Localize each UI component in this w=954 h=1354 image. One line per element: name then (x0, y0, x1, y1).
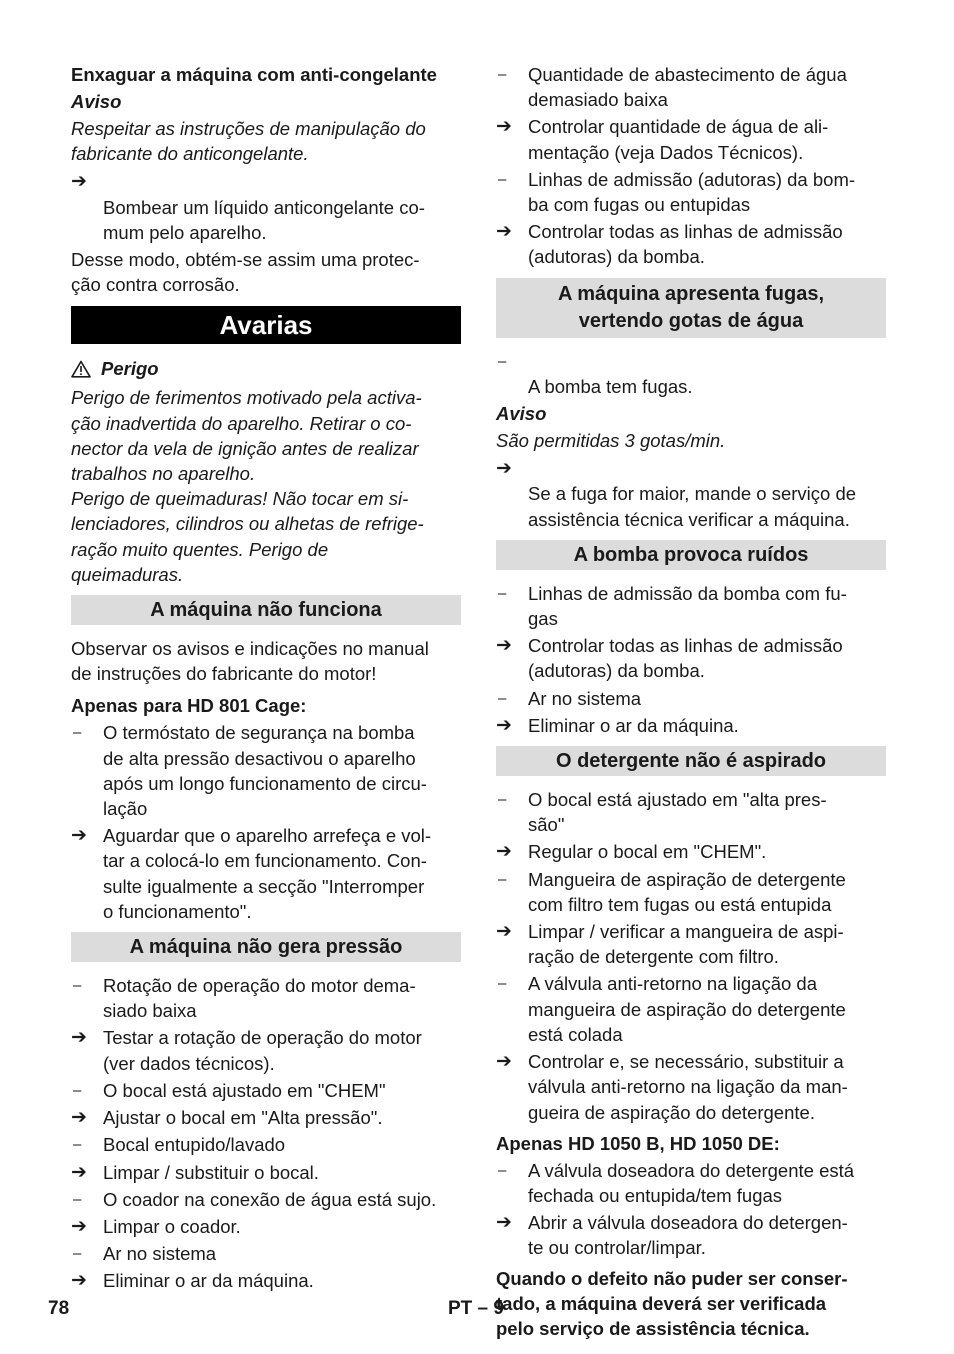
list-item (496, 1210, 886, 1260)
list-item (496, 839, 886, 864)
list-item (496, 62, 886, 112)
arrow-icon: ➔ (71, 825, 87, 847)
list-item (71, 1025, 461, 1075)
list-item-text: Testar a rotação de operação do motor (ver dados técnicos). (103, 1027, 422, 1074)
list-item-text: Rotação de operação do motor dema- siado baixa (103, 975, 416, 1022)
list-item (71, 169, 461, 245)
list-item (71, 720, 461, 821)
dash-marker: – (73, 1190, 82, 1208)
rinse-heading: Enxaguar a máquina com anti-congelante (71, 64, 437, 85)
list-item-text: Controlar todas as linhas de admissão (adutoras) da bomba. (528, 221, 843, 268)
section-title: O detergente não é aspirado (496, 746, 886, 776)
dash-marker: – (73, 1245, 82, 1263)
arrow-icon: ➔ (496, 921, 512, 943)
list-item-text: Limpar / substituir o bocal. (103, 1161, 319, 1183)
section-subheading: Apenas para HD 801 Cage: (71, 695, 307, 717)
list-item-text: Eliminar o ar da máquina. (528, 714, 739, 736)
list-item (496, 114, 886, 164)
list-item-text: Regular o bocal em "CHEM". (528, 841, 767, 863)
arrow-icon: ➔ (71, 171, 87, 193)
perigo-text: Perigo de ferimentos motivado pela activa- ção inadvertida do aparelho. Retirar o co- nector da vela de ignição antes de realizar trabalhos no aparelho. (71, 387, 422, 485)
list-item-text: Quantidade de abastecimento de água demasiado baixa (528, 64, 847, 111)
list-item (496, 713, 886, 738)
dash-marker: – (498, 170, 507, 188)
arrow-icon: ➔ (496, 1212, 512, 1234)
dash-marker: – (73, 724, 82, 742)
list-item-text: Bocal entupido/lavado (103, 1134, 286, 1156)
section-title: A máquina apresenta fugas, vertendo gotas de água (496, 278, 886, 338)
dash-marker: – (498, 791, 507, 809)
section-banner: Avarias (71, 306, 461, 344)
dash-marker: – (73, 977, 82, 995)
list-item (71, 1187, 461, 1212)
right-column (496, 62, 886, 1344)
list-item (496, 167, 886, 217)
left-column (71, 62, 461, 1296)
list-item-text: O coador na conexão de água está sujo. (103, 1188, 437, 1210)
protection-text: Desse modo, obtém-se assim uma protec- ção contra corrosão. (71, 249, 420, 296)
list-item (71, 1241, 461, 1266)
aviso-label: Aviso (71, 91, 122, 112)
dash-marker: – (73, 1136, 82, 1154)
section-title: A bomba provoca ruídos (496, 540, 886, 570)
list-item-text: Se a fuga for maior, mande o serviço de assistência técnica verificar a máquina. (528, 483, 857, 530)
list-item-text: Aguardar que o aparelho arrefeça e vol- tar a colocá-lo em funcionamento. Con- sulte igualmente a secção "Interromper o funcionamento". (103, 825, 432, 922)
dash-marker: – (498, 870, 507, 888)
arrow-icon: ➔ (496, 458, 512, 480)
list-item (496, 633, 886, 683)
aviso-text: Respeitar as instruções de manipulação do fabricante do anticongelante. (71, 118, 426, 165)
arrow-icon: ➔ (496, 1051, 512, 1073)
list-item-text: Controlar quantidade de água de ali- mentação (veja Dados Técnicos). (528, 116, 829, 163)
section-title: A máquina não funciona (71, 595, 461, 625)
list-item-text: Linhas de admissão da bomba com fu- gas (528, 582, 847, 630)
dash-marker: – (498, 975, 507, 993)
list-item (71, 1214, 461, 1239)
list-item (496, 581, 886, 631)
perigo-label: Perigo (101, 358, 159, 380)
dash-marker: – (498, 352, 507, 370)
list-item (496, 971, 886, 1047)
list-item-text: Abrir a válvula doseadora do detergen- te ou controlar/limpar. (528, 1212, 848, 1259)
dash-marker: – (498, 66, 507, 83)
aviso-label: Aviso (496, 403, 547, 425)
list-item (496, 349, 886, 399)
final-note: Quando o defeito não puder ser conser- tado, a máquina deverá ser verificada pelo serviço de assistência técnica. (496, 1267, 848, 1339)
arrow-icon: ➔ (71, 1270, 87, 1292)
list-item (71, 1160, 461, 1185)
arrow-icon: ➔ (496, 714, 512, 736)
list-item (496, 686, 886, 711)
list-item-text: Eliminar o ar da máquina. (103, 1270, 314, 1292)
dash-marker: – (498, 1161, 507, 1179)
list-item-text: Linhas de admissão (adutoras) da bom- ba com fugas ou entupidas (528, 168, 856, 216)
dash-marker: – (73, 1081, 82, 1099)
arrow-icon: ➔ (71, 1027, 87, 1049)
list-item (71, 1105, 461, 1130)
arrow-icon: ➔ (496, 221, 512, 243)
arrow-icon: ➔ (71, 1215, 87, 1237)
list-item-text: Ar no sistema (103, 1243, 217, 1265)
section-list (71, 720, 461, 924)
list-item (71, 1132, 461, 1157)
perigo-text: Perigo de queimaduras! Não tocar em si- lenciadores, cilindros ou alhetas de refrige- ração muito quentes. Perigo de queimaduras. (71, 488, 424, 585)
list-item (496, 1158, 886, 1208)
list-item (496, 867, 886, 917)
section-list (496, 787, 886, 1125)
arrow-icon: ➔ (496, 635, 512, 657)
list-item-text: Mangueira de aspiração de detergente com filtro tem fugas ou está entupida (528, 868, 846, 915)
dash-marker: – (498, 689, 507, 707)
warning-triangle-icon (71, 360, 91, 378)
perigo-heading (71, 356, 461, 381)
list-item-text: Limpar o coador. (103, 1215, 241, 1237)
arrow-icon: ➔ (71, 1161, 87, 1183)
list-item-text: O bocal está ajustado em "CHEM" (103, 1079, 386, 1101)
list-item (71, 1268, 461, 1293)
list-item (71, 973, 461, 1023)
section-list (496, 581, 886, 738)
list-item (496, 456, 886, 532)
section-text: Observar os avisos e indicações no manual de instruções do fabricante do motor! (71, 638, 429, 685)
list-item-text: O bocal está ajustado em "alta pres- são" (528, 789, 827, 836)
page-footer-label: PT – 9 (448, 1298, 504, 1319)
list-item-text: O termóstato de segurança na bomba de alta pressão desactivou o aparelho após um longo funcionamento de circu- lação (103, 722, 427, 820)
section-list (496, 1158, 886, 1261)
list-item (496, 219, 886, 269)
list-item-text: A válvula doseadora do detergente está fechada ou entupida/tem fugas (528, 1159, 855, 1206)
section-list (496, 62, 886, 270)
list-item (71, 823, 461, 924)
section-title: A máquina não gera pressão (71, 932, 461, 962)
aviso-text: São permitidas 3 gotas/min. (496, 430, 726, 452)
list-item-text: Controlar todas as linhas de admissão (adutoras) da bomba. (528, 635, 843, 682)
arrow-icon: ➔ (71, 1107, 87, 1129)
list-item (71, 1078, 461, 1103)
list-item-text: Ar no sistema (528, 687, 642, 709)
list-item-text: Controlar e, se necessário, substituir a válvula anti-retorno na ligação da man- gueira de aspiração do detergente. (528, 1051, 848, 1123)
list-item-text: A válvula anti-retorno na ligação da mangueira de aspiração do detergente está colada (528, 973, 846, 1045)
list-item-text: Ajustar o bocal em "Alta pressão". (103, 1107, 383, 1129)
list-item-text: Bombear um líquido anticongelante co- mum pelo aparelho. (103, 196, 425, 243)
list-item (496, 919, 886, 969)
page-number: 78 (48, 1298, 70, 1319)
dash-marker: – (498, 584, 507, 602)
list-item (496, 1049, 886, 1125)
section-subheading: Apenas HD 1050 B, HD 1050 DE: (496, 1132, 780, 1154)
section-list (71, 973, 461, 1293)
list-item-text: A bomba tem fugas. (528, 375, 693, 397)
arrow-icon: ➔ (496, 116, 512, 138)
arrow-icon: ➔ (496, 841, 512, 863)
list-item-text: Limpar / verificar a mangueira de aspi- ração de detergente com filtro. (528, 921, 844, 968)
list-item (496, 787, 886, 837)
